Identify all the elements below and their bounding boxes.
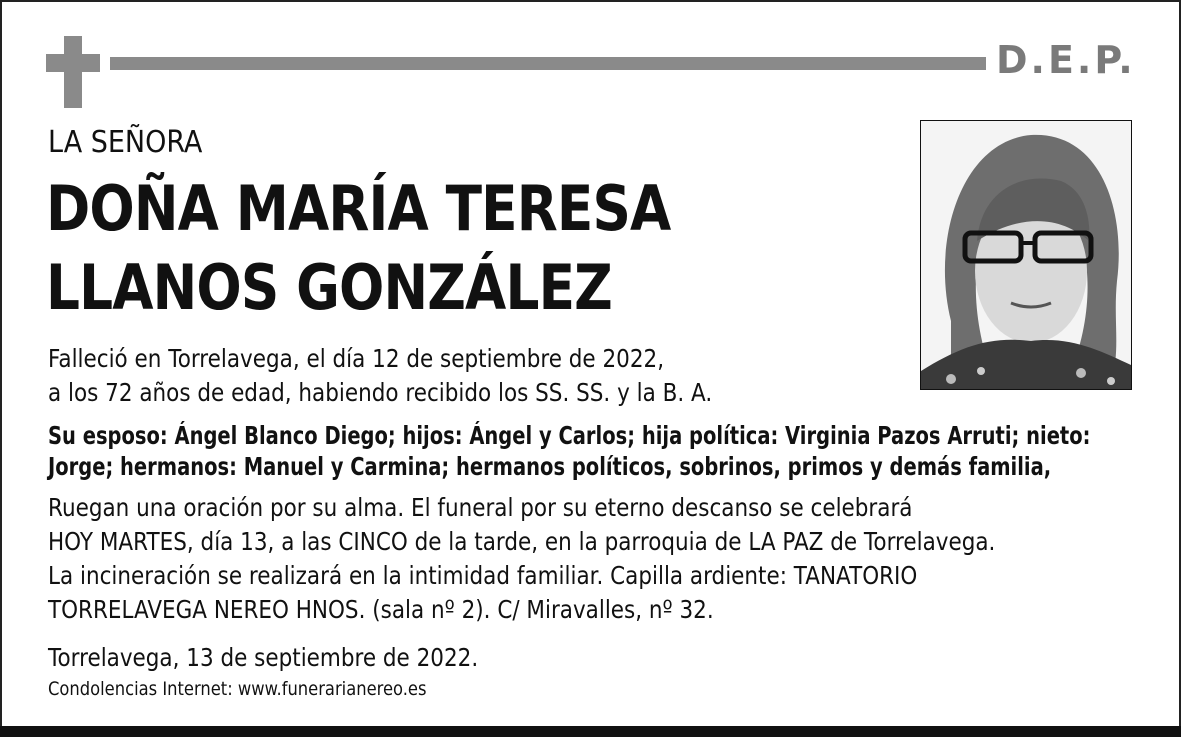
service-line2: HOY MARTES, día 13, a las CINCO de la tarde, en la parroquia de LA PAZ de Torrelavega.	[48, 527, 996, 556]
death-info-line1: Falleció en Torrelavega, el día 12 de septiembre de 2022,	[48, 344, 665, 373]
dep-label: D.E.P.	[996, 38, 1136, 82]
death-info-line2: a los 72 años de edad, habiendo recibido los SS. SS. y la B. A.	[48, 378, 713, 407]
cross-icon-bar	[46, 54, 100, 72]
cross-icon	[64, 36, 82, 108]
family-line1: Su esposo: Ángel Blanco Diego; hijos: Ángel y Carlos; hija política: Virginia Pazos Arruti; nieto:	[48, 421, 1091, 450]
condolences-link: Condolencias Internet: www.funerarianereo.es	[48, 678, 427, 700]
header-rule	[110, 57, 986, 70]
honorific: LA SEÑORA	[48, 125, 203, 160]
deceased-name-line2: LLANOS GONZÁLEZ	[46, 251, 612, 324]
service-line1: Ruegan una oración por su alma. El funeral por su eterno descanso se celebrará	[48, 493, 913, 522]
family-line2: Jorge; hermanos: Manuel y Carmina; hermanos políticos, sobrinos, primos y demás familia,	[48, 452, 1052, 481]
portrait-photo	[920, 120, 1132, 390]
bottom-rule	[0, 726, 1181, 737]
deceased-name-line1: DOÑA MARÍA TERESA	[46, 172, 671, 245]
place-date: Torrelavega, 13 de septiembre de 2022.	[48, 643, 479, 672]
service-line4: TORRELAVEGA NEREO HNOS. (sala nº 2). C/ Miravalles, nº 32.	[48, 595, 714, 624]
service-line3: La incineración se realizará en la intimidad familiar. Capilla ardiente: TANATORIO	[48, 561, 918, 590]
